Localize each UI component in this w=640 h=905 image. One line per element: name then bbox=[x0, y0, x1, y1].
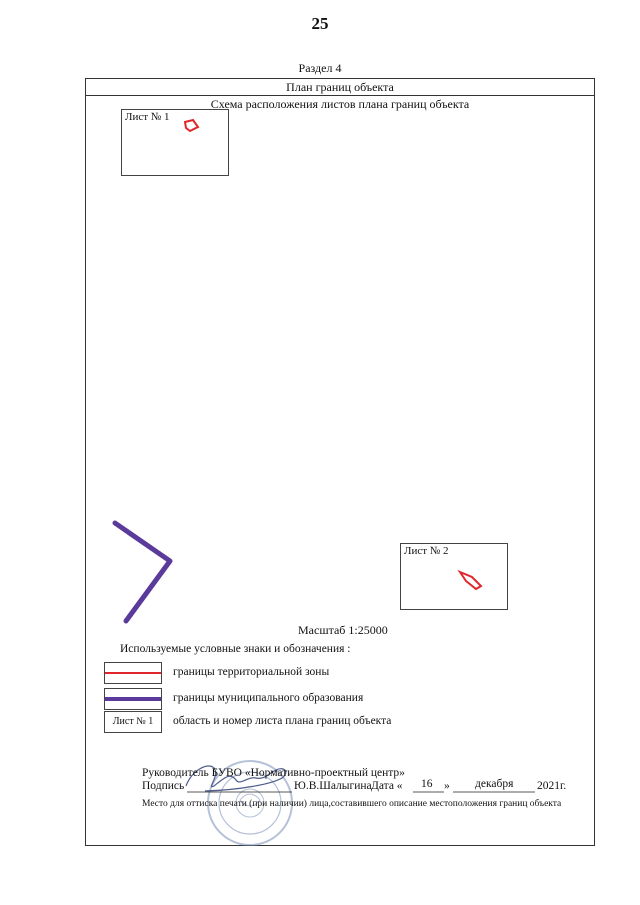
signature-head-line: Руководитель БУВО «Нормативно-проектный центр» bbox=[142, 767, 405, 779]
signature-day-close: » bbox=[444, 780, 450, 792]
zone-boundary-1 bbox=[185, 120, 198, 131]
zone-boundary-2 bbox=[460, 572, 481, 589]
signature-month: декабря bbox=[475, 778, 514, 790]
signature-name: Ю.В.Шалыгина bbox=[294, 780, 372, 792]
legend-zone-box bbox=[104, 662, 162, 684]
legend-sheet-box-label: Лист № 1 bbox=[112, 716, 154, 727]
signature-day: 16 bbox=[421, 778, 433, 790]
legend-title: Используемые условные знаки и обозначения : bbox=[120, 643, 351, 655]
page-number: 25 bbox=[311, 14, 329, 33]
legend-municipal-label: границы муниципального образования bbox=[173, 692, 364, 704]
plan-title: План границ объекта bbox=[85, 78, 595, 96]
signature-date-label: Дата « bbox=[371, 780, 403, 792]
signature-year: 2021г. bbox=[537, 780, 567, 792]
legend-municipal-box bbox=[104, 688, 162, 710]
scheme-title: Схема расположения листов плана границ объекта bbox=[210, 97, 470, 111]
legend-sheet-label: область и номер листа плана границ объекта bbox=[173, 715, 392, 727]
sheet-2-label: Лист № 2 bbox=[404, 545, 449, 557]
signature-sign-label: Подпись bbox=[142, 780, 185, 792]
sheet-1-label: Лист № 1 bbox=[125, 111, 170, 123]
legend-sheet-box bbox=[104, 711, 162, 733]
municipal-boundary bbox=[115, 523, 170, 621]
stamp-note: Место для оттиска печати (при наличии) лица,составившего описание местоположения границ объекта bbox=[142, 799, 562, 809]
section-title: Раздел 4 bbox=[298, 61, 342, 75]
scale-label: Масштаб 1:25000 bbox=[298, 623, 388, 637]
legend-zone-label: границы территориальной зоны bbox=[173, 666, 330, 678]
